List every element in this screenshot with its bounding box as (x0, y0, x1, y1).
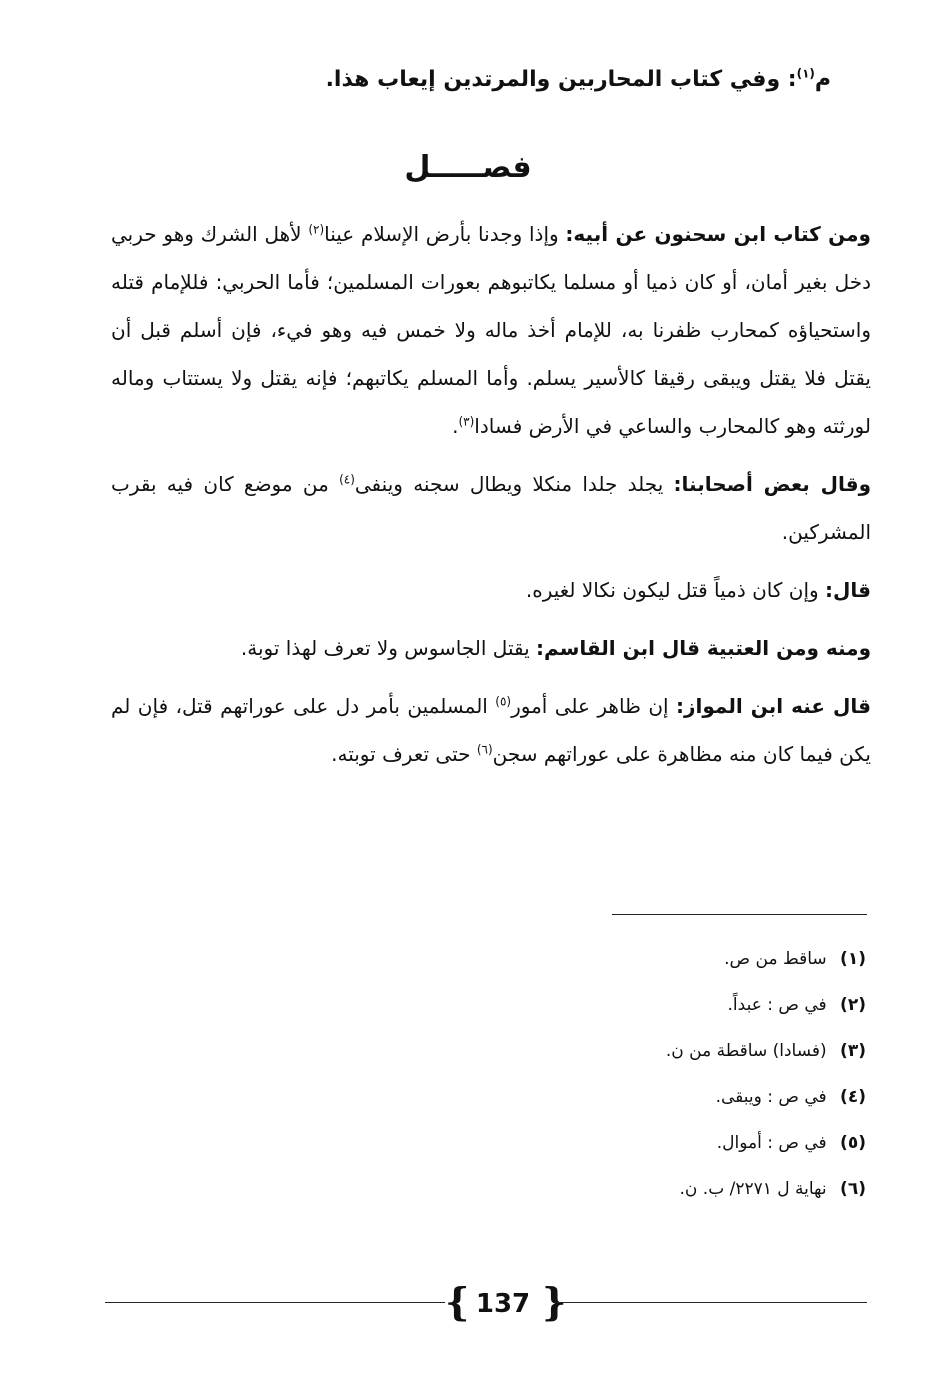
footer-bracket-open: { (445, 1279, 470, 1324)
footnote-number: (٢) (840, 995, 866, 1015)
footnote-item (466, 1126, 866, 1172)
paragraph (111, 682, 871, 778)
footnotes (466, 942, 866, 1218)
footnote-ref: (٢) (308, 222, 325, 237)
continued-line (231, 58, 831, 102)
footnote-ref: (٦) (476, 742, 493, 757)
paragraph-lead: قال: (825, 578, 871, 602)
footer-bracket-close: } (542, 1279, 567, 1324)
footnote-text: (فسادا) ساقطة من ن. (665, 1041, 827, 1061)
footnote-number: (٤) (840, 1087, 866, 1107)
footnote-number: (٥) (840, 1133, 866, 1153)
paragraph-text: وإذا وجدنا بأرض الإسلام عينا (324, 222, 566, 246)
page-footer (105, 1278, 867, 1328)
main-text (111, 210, 871, 788)
section-title: فصـــــل (404, 150, 532, 185)
paragraph-text: يجلد جلدا منكلا ويطال سجنه وينفى (354, 472, 674, 496)
paragraph-text: حتى تعرف توبته. (331, 742, 477, 766)
paragraph-text: . (452, 414, 459, 438)
paragraph-lead: وقال بعض أصحابنا: (673, 472, 871, 496)
footnote-item (466, 1172, 866, 1218)
footnote-ref: (٣) (458, 414, 475, 429)
footnote-ref: (٤) (339, 472, 355, 487)
paragraph-text: وإن كان ذمياً قتل ليكون نكالا لغيره. (525, 578, 826, 602)
paragraph (111, 624, 871, 672)
paragraph (111, 210, 871, 450)
footnote-number: (٦) (840, 1179, 866, 1199)
footnote-item (466, 1080, 866, 1126)
paragraph-lead: ومنه ومن العتبية قال ابن القاسم: (536, 636, 871, 660)
footnote-item (466, 988, 866, 1034)
paragraph-text: يقتل الجاسوس ولا تعرف لهذا توبة. (240, 636, 537, 660)
paragraph-text: لأهل الشرك وهو حربي دخل بغير أمان، أو كان ذميا أو مسلما يكاتبوهم بعورات المسلمين؛ فأما الحربي: فللإمام قتله واستحياؤه كمحارب ظفرنا به، للإمام أخذ ماله ولا خمس فيه وهو فيء، فإن أسلم قبل أن يقتل فلا يقتل ويبقى رقيقا كالأسير يسلم. وأما المسلم يكاتبهم؛ فإنه يقتل ولا يستتاب وماله لورثته وهو كالمحارب والساعي في الأرض فسادا (111, 222, 871, 438)
paragraph (111, 460, 871, 556)
paragraph-text: إن ظاهر على أمور (511, 694, 677, 718)
footnote-text: ساقط من ص. (724, 949, 827, 969)
footnote-text: في ص : أموال. (716, 1133, 827, 1153)
paragraph-text: من موضع كان فيه بقرب المشركين. (111, 472, 871, 544)
page-number: 137 (475, 1289, 531, 1319)
footnote-text: في ص : عبداً. (727, 995, 827, 1015)
footnote-ref: (٥) (495, 694, 512, 709)
paragraph-text: المسلمين بأمر دل على عوراتهم قتل، فإن لم يكن فيما كان منه مظاهرة على عوراتهم سجن (111, 694, 871, 766)
footer-rule-left (105, 1302, 445, 1303)
footnote-item (466, 942, 866, 988)
footnote-separator (612, 914, 867, 915)
paragraph-lead: ومن كتاب ابن سحنون عن أبيه: (565, 222, 871, 246)
paragraph (111, 566, 871, 614)
footnote-ref-1: (١) (796, 66, 815, 81)
continued-prefix: م (814, 67, 831, 92)
footnote-number: (١) (840, 949, 866, 969)
footnote-text: نهاية ل ٢٢٧١/ ب. ن. (679, 1179, 827, 1199)
footer-rule-right (555, 1302, 867, 1303)
footnote-item (466, 1034, 866, 1080)
footnote-number: (٣) (840, 1041, 866, 1061)
continued-text: : وفي كتاب المحاربين والمرتدين إيعاب هذا. (325, 67, 797, 92)
footnote-text: في ص : ويبقى. (715, 1087, 827, 1107)
paragraph-lead: قال عنه ابن المواز: (676, 694, 871, 718)
